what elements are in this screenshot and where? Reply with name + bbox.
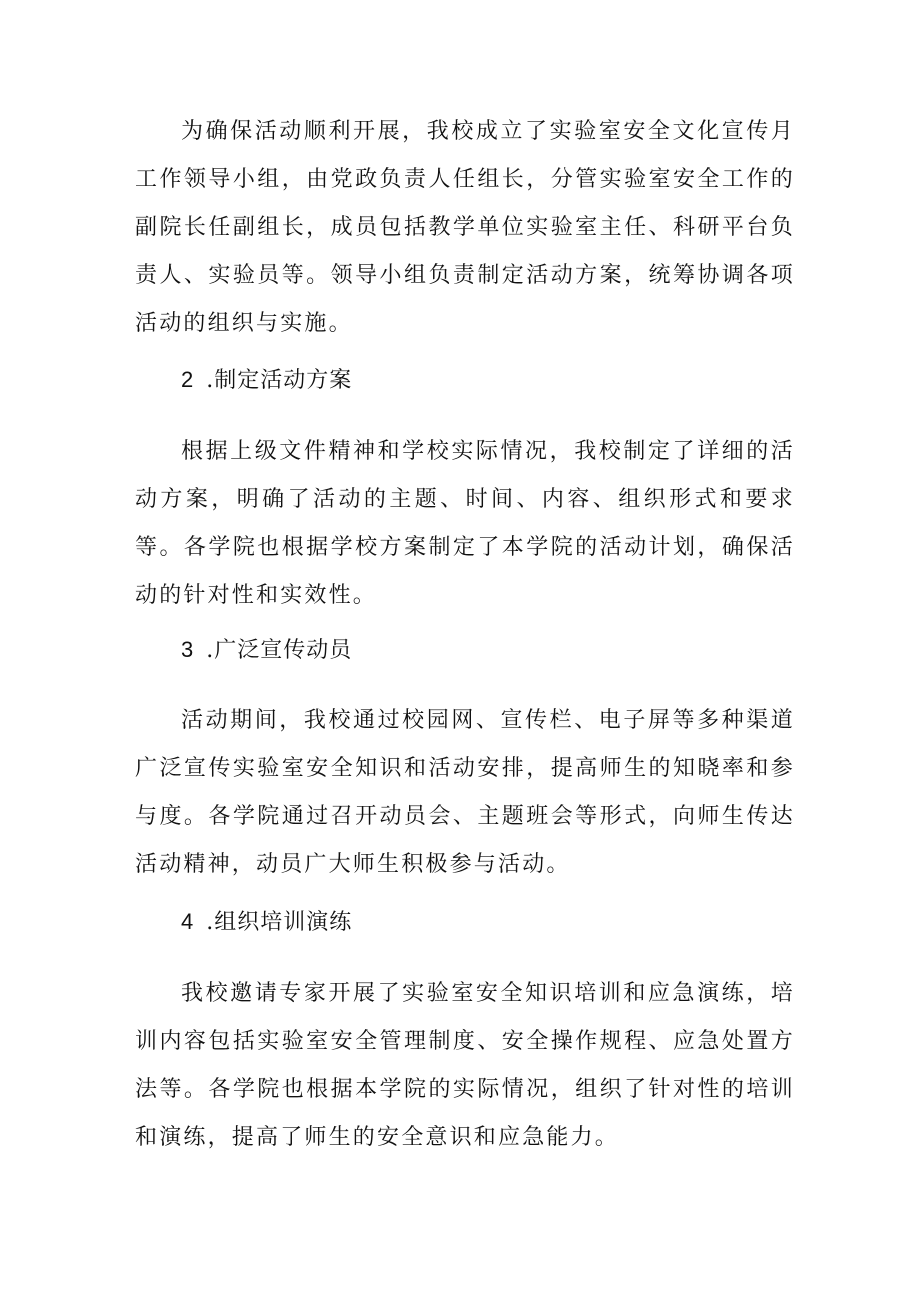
paragraph-training: 我校邀请专家开展了实验室安全知识培训和应急演练，培训内容包括实验室安全管理制度、安全操作规程、应急处置方法等。各学院也根据本学院的实际情况，组织了针对性的培训和演练，提高了师生的安全意识和应急能力。 xyxy=(135,981,795,1150)
paragraph-publicity: 活动期间，我校通过校园网、宣传栏、电子屏等多种渠道广泛宣传实验室安全知识和活动安排，提高师生的知晓率和参与度。各学院通过召开动员会、主题班会等形式，向师生传达活动精神，动员广大师生积极参与活动。 xyxy=(135,708,795,877)
section-number: 4 xyxy=(181,909,195,934)
paragraph-activity-plan: 根据上级文件精神和学校实际情况，我校制定了详细的活动方案，明确了活动的主题、时间、内容、组织形式和要求等。各学院也根据学校方案制定了本学院的活动计划，确保活动的针对性和实效性。 xyxy=(135,439,795,608)
section-heading-2 xyxy=(181,356,352,405)
section-title: .组织培训演练 xyxy=(206,910,353,935)
section-number: 3 xyxy=(181,637,195,662)
section-title: .广泛宣传动员 xyxy=(206,638,353,663)
section-heading-3 xyxy=(181,626,352,675)
section-heading-4 xyxy=(181,898,352,947)
section-title: .制定活动方案 xyxy=(206,368,353,393)
paragraph-leadership-group: 为确保活动顺利开展，我校成立了实验室安全文化宣传月工作领导小组，由党政负责人任组长，分管实验室安全工作的副院长任副组长，成员包括教学单位实验室主任、科研平台负责人、实验员等。领导小组负责制定活动方案，统筹协调各项活动的组织与实施。 xyxy=(135,119,795,336)
section-number: 2 xyxy=(181,367,195,392)
